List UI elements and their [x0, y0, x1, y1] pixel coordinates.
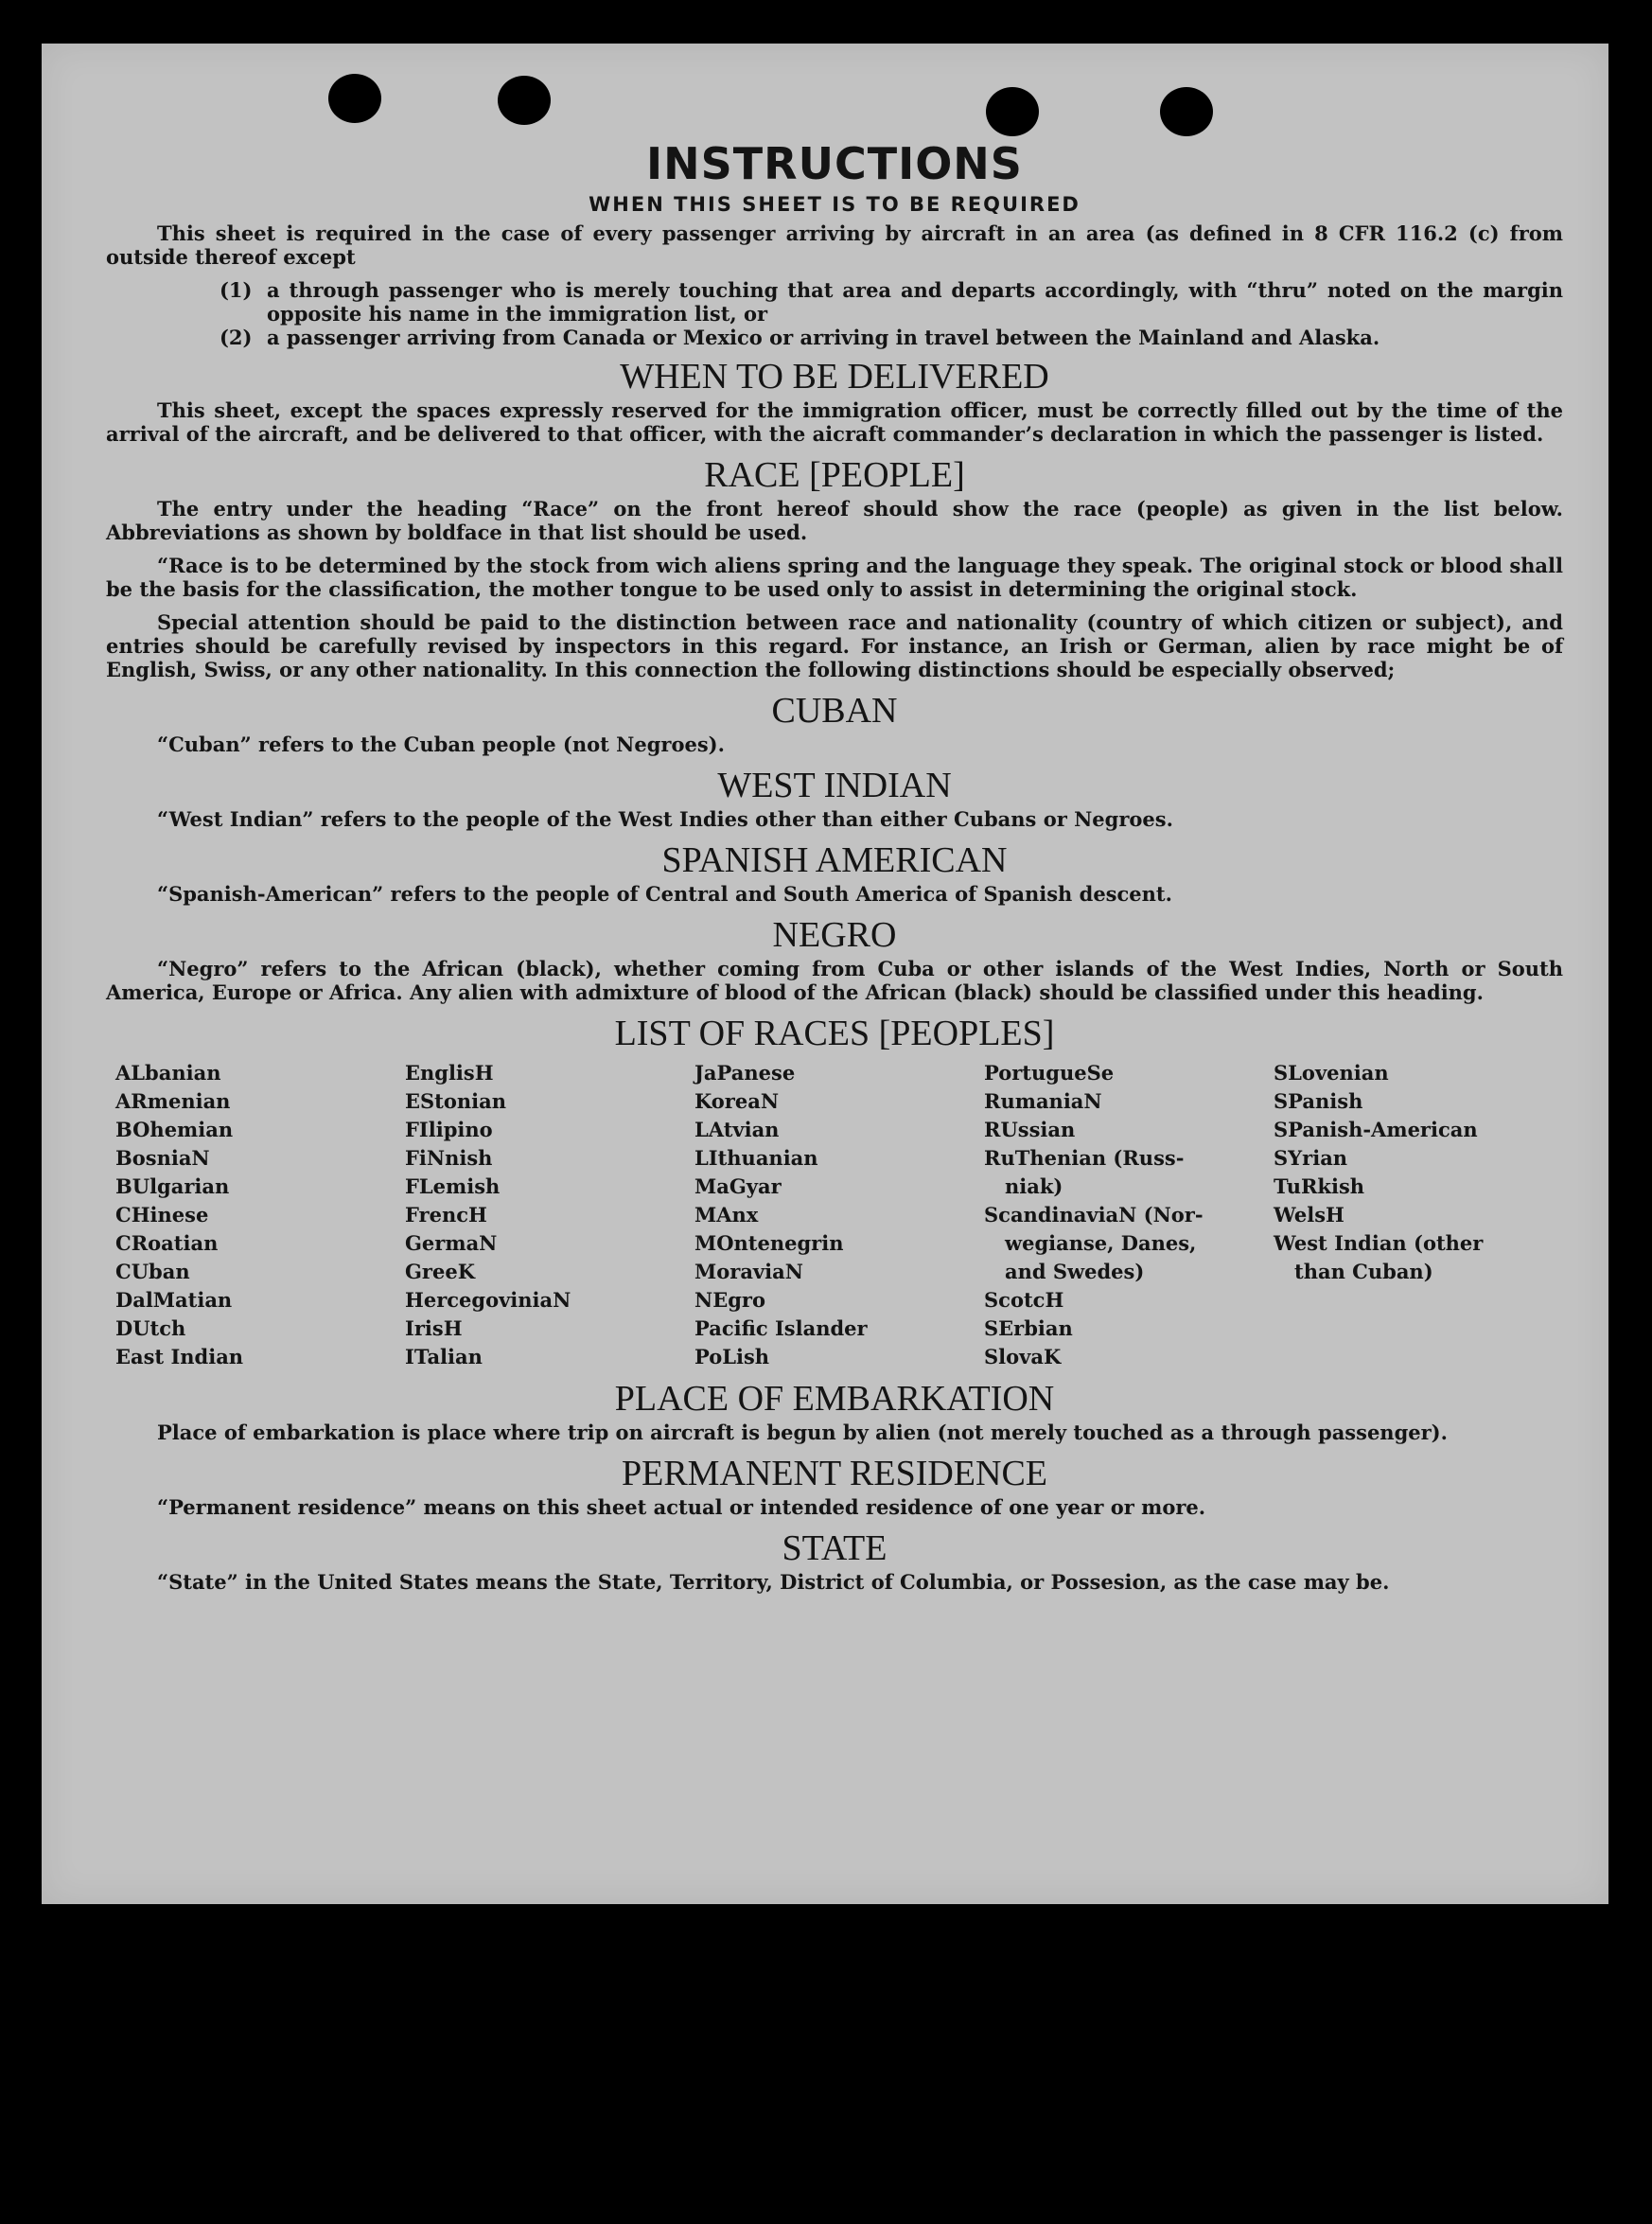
race-entry: BosniaN — [115, 1146, 210, 1170]
race-entry: EStonian — [405, 1089, 506, 1113]
residence-text: “Permanent residence” means on this sheet actual or intended residence of one year or more. — [157, 1495, 1206, 1519]
document-sheet — [42, 44, 1608, 1904]
race-entry-continuation: wegianse, Danes, — [1005, 1231, 1197, 1255]
negro-text: “Negro” refers to the African (black), whether coming from Cuba or other islands of the West Indies, North or South America, Europe or Africa. Any alien with admixture of blood of the African (black) should be classified under this heading. — [106, 957, 1563, 1004]
race-entry: JaPanese — [694, 1061, 796, 1085]
race-entry: ScandinaviaN (Nor- — [984, 1203, 1204, 1227]
race-entry: FiNnish — [405, 1146, 493, 1170]
race-entry: PoLish — [694, 1345, 770, 1368]
exception-number: (2) — [220, 326, 253, 349]
heading-cuban: CUBAN — [771, 691, 898, 731]
heading-permanent-residence: PERMANENT RESIDENCE — [621, 1454, 1048, 1493]
race-entry: NEgro — [694, 1288, 765, 1312]
race-entry: SYrian — [1274, 1146, 1348, 1170]
heading-state: STATE — [782, 1528, 888, 1568]
race-entry: KoreaN — [694, 1089, 780, 1113]
race-entry: DUtch — [115, 1316, 186, 1340]
race-entry: GreeK — [405, 1260, 475, 1283]
race-entry: PortugueSe — [984, 1061, 1115, 1085]
state-text: “State” in the United States means the State, Territory, District of Columbia, or Possesion, as the case may be. — [157, 1570, 1390, 1594]
race-entry: GermaN — [405, 1231, 498, 1255]
race-entry: SLovenian — [1274, 1061, 1389, 1085]
race-entry: RumaniaN — [984, 1089, 1102, 1113]
race-entry: MOntenegrin — [694, 1231, 844, 1255]
race-paragraph-2: “Race is to be determined by the stock from wich aliens spring and the language they speak. The original stock or blood shall be the basis for the classification, the mother tongue to be used only to assist in determining the original stock. — [106, 554, 1563, 601]
required-intro: This sheet is required in the case of every passenger arriving by aircraft in an area (as defined in 8 CFR 116.2 (c) from outside thereof except — [106, 221, 1563, 269]
page-subtitle: WHEN THIS SHEET IS TO BE REQUIRED — [589, 193, 1081, 216]
race-entry: SPanish-American — [1274, 1118, 1478, 1141]
race-entry: MaGyar — [694, 1174, 782, 1198]
race-paragraph-3: Special attention should be paid to the distinction between race and nationality (country of which citizen or subject), and entries should be carefully revised by inspectors in this regard. For instance, an Irish or German, alien by race might be of English, Swiss, or any other nationality. In this connection the following distinctions should be especially observed; — [106, 610, 1563, 681]
punch-hole-1 — [328, 74, 381, 123]
race-entry: BUlgarian — [115, 1174, 230, 1198]
race-entry: SPanish — [1274, 1089, 1363, 1113]
race-entry: HercegoviniaN — [405, 1288, 571, 1312]
race-entry: RUssian — [984, 1118, 1076, 1141]
race-entry: FLemish — [405, 1174, 501, 1198]
race-entry: MoraviaN — [694, 1260, 803, 1283]
exception-text: a passenger arriving from Canada or Mexico or arriving in travel between the Mainland and Alaska. — [267, 326, 1380, 349]
embarkation-text: Place of embarkation is place where trip on aircraft is begun by alien (not merely touched as a through passenger). — [157, 1421, 1448, 1444]
race-entry: SErbian — [984, 1316, 1073, 1340]
race-entry: WelsH — [1274, 1203, 1344, 1227]
races-list — [115, 1059, 1563, 1371]
race-entry: FrencH — [405, 1203, 487, 1227]
punch-hole-2 — [498, 76, 551, 125]
spanish-american-text: “Spanish-American” refers to the people of Central and South America of Spanish descent. — [157, 882, 1172, 906]
race-paragraph-1: The entry under the heading “Race” on the front hereof should show the race (people) as given in the list below. Abbreviations as shown by boldface in that list should be used. — [106, 497, 1563, 544]
heading-place-of-embarkation: PLACE OF EMBARKATION — [614, 1379, 1055, 1419]
race-entry: CRoatian — [115, 1231, 219, 1255]
exception-item-1 — [220, 278, 1563, 326]
races-column-3 — [694, 1059, 984, 1371]
race-entry: SlovaK — [984, 1345, 1062, 1368]
races-column-1 — [115, 1059, 405, 1371]
race-entry-continuation: than Cuban) — [1294, 1260, 1433, 1283]
punch-hole-3 — [986, 87, 1039, 136]
exception-item-2 — [220, 326, 1563, 349]
race-entry: TuRkish — [1274, 1174, 1365, 1198]
exception-number: (1) — [220, 278, 253, 302]
heading-race: RACE [PEOPLE] — [704, 455, 965, 495]
race-entry: ITalian — [405, 1345, 483, 1368]
race-entry: DalMatian — [115, 1288, 233, 1312]
race-entry: East Indian — [115, 1345, 244, 1368]
race-entry: MAnx — [694, 1203, 759, 1227]
races-column-5 — [1274, 1059, 1563, 1371]
race-entry: LAtvian — [694, 1118, 780, 1141]
race-entry: EnglisH — [405, 1061, 494, 1085]
races-column-4 — [984, 1059, 1274, 1371]
race-entry: CUban — [115, 1260, 190, 1283]
race-entry: ARmenian — [115, 1089, 231, 1113]
heading-negro: NEGRO — [772, 915, 897, 955]
document-content — [106, 138, 1563, 1603]
race-entry-continuation: and Swedes) — [1005, 1260, 1145, 1283]
race-entry: RuThenian (Russ- — [984, 1146, 1185, 1170]
race-entry: LIthuanian — [694, 1146, 818, 1170]
heading-when-to-be-delivered: WHEN TO BE DELIVERED — [620, 357, 1049, 397]
race-entry: Pacific Islander — [694, 1316, 868, 1340]
west-indian-text: “West Indian” refers to the people of the West Indies other than either Cubans or Negroes. — [157, 807, 1173, 831]
delivered-text: This sheet, except the spaces expressly reserved for the immigration officer, must be correctly filled out by the time of the arrival of the aircraft, and be delivered to that officer, with the aicraft commander’s declaration in which the passenger is listed. — [106, 398, 1563, 446]
race-entry: ScotcH — [984, 1288, 1064, 1312]
races-column-2 — [405, 1059, 694, 1371]
race-entry: BOhemian — [115, 1118, 234, 1141]
exception-text: a through passenger who is merely touching that area and departs accordingly, with “thru” noted on the margin opposite his name in the immigration list, or — [267, 278, 1563, 326]
race-entry: CHinese — [115, 1203, 209, 1227]
page-title: INSTRUCTIONS — [646, 138, 1023, 189]
race-entry: West Indian (other — [1274, 1231, 1484, 1255]
heading-spanish-american: SPANISH AMERICAN — [661, 840, 1008, 880]
race-entry: IrisH — [405, 1316, 463, 1340]
heading-list-of-races: LIST OF RACES [PEOPLES] — [614, 1014, 1055, 1053]
race-entry: FIlipino — [405, 1118, 493, 1141]
cuban-text: “Cuban” refers to the Cuban people (not Negroes). — [157, 733, 725, 756]
heading-west-indian: WEST INDIAN — [717, 766, 952, 805]
race-entry: ALbanian — [115, 1061, 221, 1085]
punch-hole-4 — [1160, 87, 1213, 136]
race-entry-continuation: niak) — [1005, 1174, 1063, 1198]
